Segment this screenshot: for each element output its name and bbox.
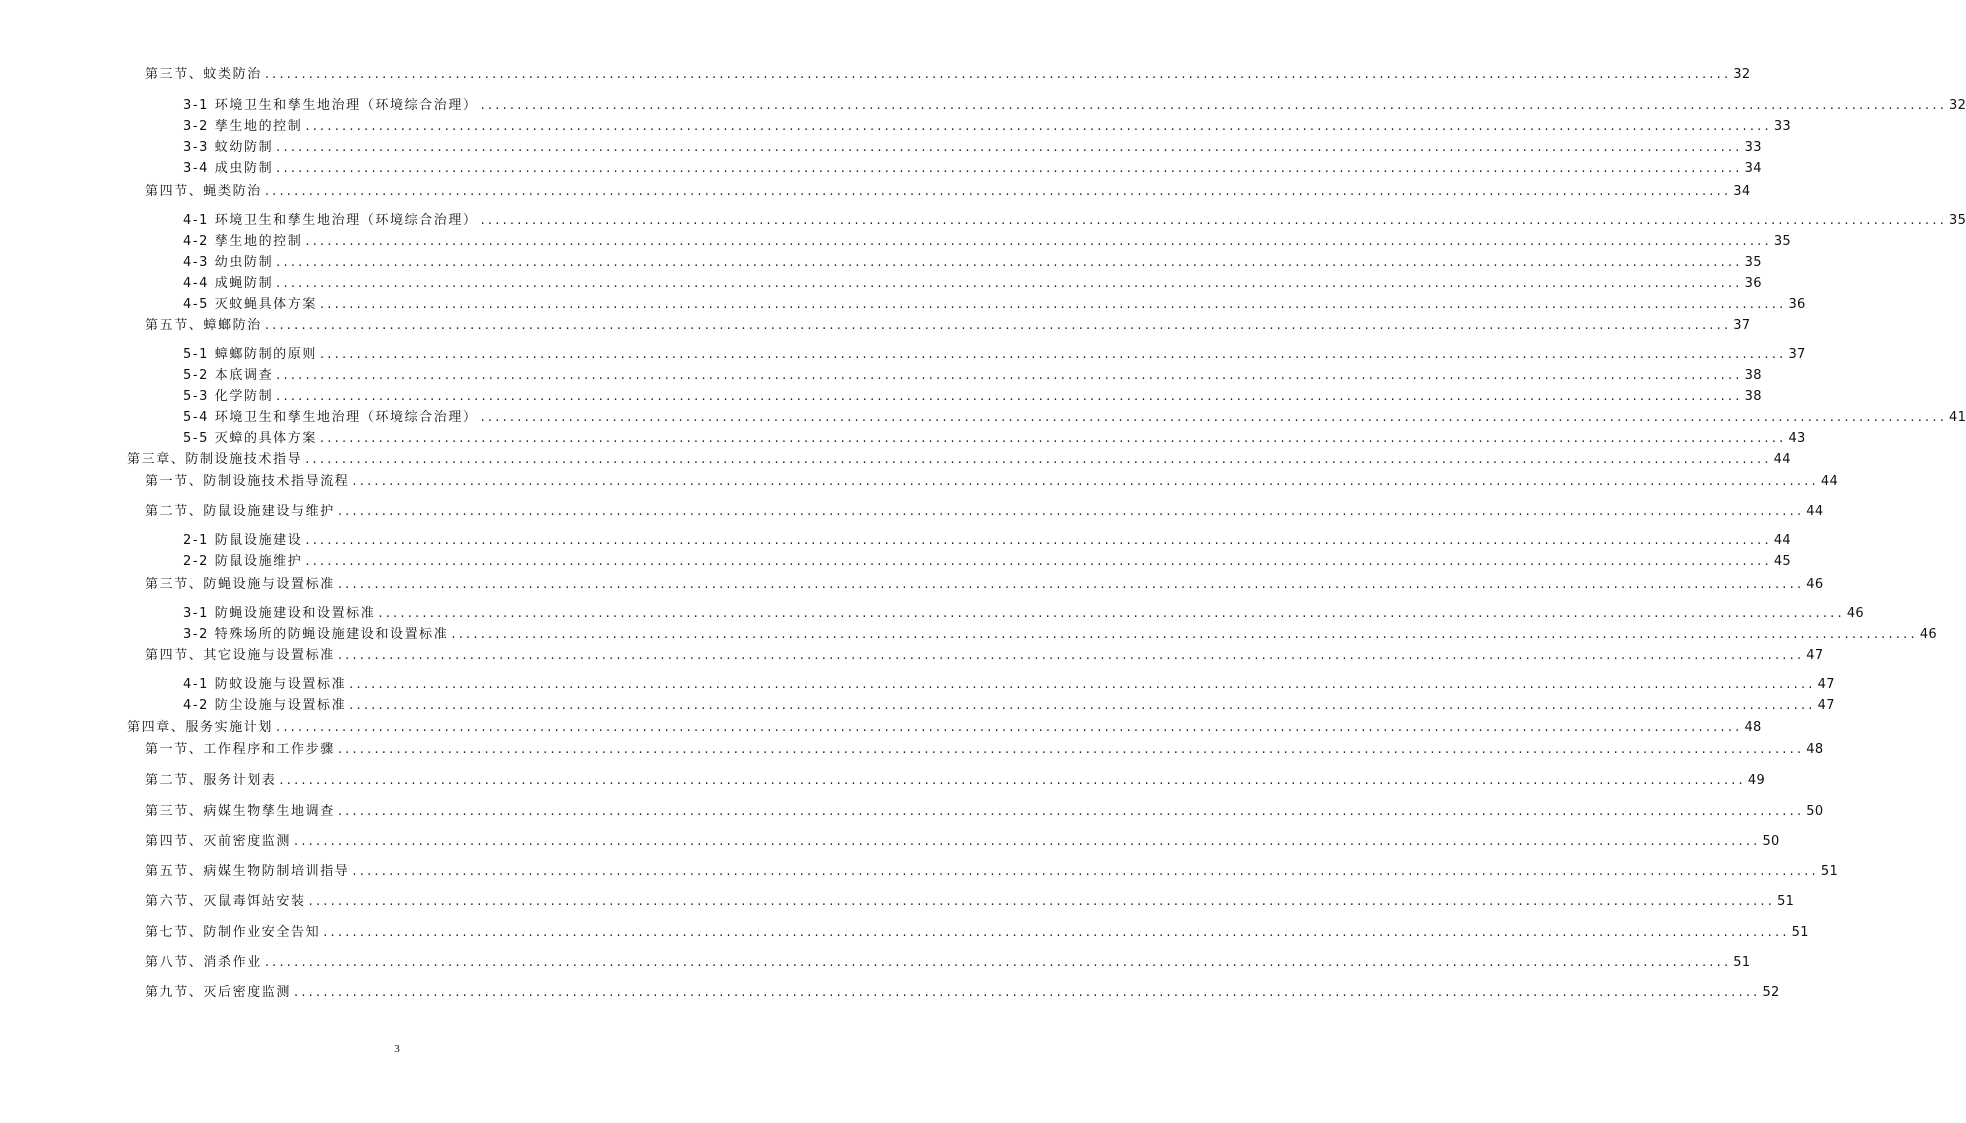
toc-leader-dots: ........................................................................................................................................................................................................: [308, 894, 1776, 909]
toc-entry-page-number: 37: [1733, 318, 1751, 333]
toc-entry[interactable]: [183, 161, 1762, 179]
toc-entry[interactable]: [183, 140, 1762, 158]
toc-entry-page-number: 51: [1777, 894, 1795, 909]
toc-entry[interactable]: [145, 894, 1795, 912]
toc-leader-dots: ........................................................................................................................................................................................................: [294, 834, 1761, 849]
toc-entry-title: 第四节、蝇类防治: [145, 184, 262, 199]
page-number: 3: [394, 1043, 400, 1055]
toc-entry[interactable]: [183, 347, 1806, 365]
toc-entry[interactable]: [183, 213, 1966, 231]
toc-leader-dots: ........................................................................................................................................................................................................: [305, 452, 1772, 467]
toc-entry[interactable]: [183, 389, 1762, 407]
toc-entry[interactable]: [145, 773, 1766, 791]
toc-entry[interactable]: [183, 554, 1791, 572]
toc-entry-title: 3-2 特殊场所的防蝇设施建设和设置标准: [183, 627, 449, 642]
toc-entry-title: 第五节、蟑螂防治: [145, 318, 262, 333]
toc-entry-title: 第二节、防鼠设施建设与维护: [145, 504, 335, 519]
toc-leader-dots: ........................................................................................................................................................................................................: [319, 297, 1787, 312]
toc-leader-dots: ........................................................................................................................................................................................................: [305, 234, 1772, 249]
toc-leader-dots: ........................................................................................................................................................................................................: [337, 577, 1805, 592]
toc-entry-title: 第七节、防制作业安全告知: [145, 925, 321, 940]
toc-leader-dots: ........................................................................................................................................................................................................: [264, 955, 1732, 970]
toc-entry-page-number: 49: [1747, 773, 1766, 788]
toc-entry-page-number: 48: [1744, 720, 1762, 735]
toc-entry-page-number: 45: [1773, 554, 1791, 569]
toc-entry[interactable]: [183, 255, 1762, 273]
toc-leader-dots: ........................................................................................................................................................................................................: [276, 140, 1743, 155]
toc-entry-page-number: 50: [1806, 804, 1824, 819]
toc-entry-page-number: 36: [1744, 276, 1762, 291]
toc-leader-dots: ........................................................................................................................................................................................................: [276, 368, 1743, 383]
toc-leader-dots: ........................................................................................................................................................................................................: [276, 720, 1743, 735]
toc-entry[interactable]: [183, 677, 1835, 695]
toc-entry[interactable]: [183, 627, 1937, 645]
toc-leader-dots: ........................................................................................................................................................................................................: [305, 554, 1772, 569]
toc-entry[interactable]: [183, 119, 1791, 137]
toc-entry-page-number: 36: [1788, 297, 1806, 312]
toc-entry-title: 4-4 成蝇防制: [183, 276, 274, 291]
toc-entry-page-number: 37: [1788, 347, 1806, 362]
toc-entry-page-number: 47: [1817, 698, 1835, 713]
toc-leader-dots: ........................................................................................................................................................................................................: [337, 742, 1805, 757]
toc-entry-title: 第九节、灭后密度监测: [145, 985, 292, 1000]
toc-entry-page-number: 44: [1773, 533, 1791, 548]
toc-entry-title: 3-1 环境卫生和孳生地治理（环境综合治理）: [183, 98, 478, 113]
toc-entry[interactable]: [183, 698, 1835, 716]
toc-entry-title: 3-1 防蝇设施建设和设置标准: [183, 606, 376, 621]
toc-leader-dots: ........................................................................................................................................................................................................: [264, 67, 1732, 82]
toc-entry-page-number: 33: [1744, 140, 1762, 155]
toc-entry-title: 3-2 孳生地的控制: [183, 119, 303, 134]
toc-entry-title: 第三节、防蝇设施与设置标准: [145, 577, 335, 592]
toc-entry-page-number: 50: [1762, 834, 1780, 849]
toc-leader-dots: ........................................................................................................................................................................................................: [323, 925, 1790, 940]
toc-leader-dots: ........................................................................................................................................................................................................: [276, 161, 1743, 176]
toc-entry-page-number: 52: [1762, 985, 1780, 1000]
toc-entry[interactable]: [145, 834, 1780, 852]
toc-entry[interactable]: [183, 234, 1791, 252]
toc-entry[interactable]: [145, 67, 1751, 85]
toc-entry-page-number: 35: [1744, 255, 1762, 270]
toc-leader-dots: ........................................................................................................................................................................................................: [349, 698, 1816, 713]
toc-entry[interactable]: [145, 864, 1839, 882]
toc-entry-title: 4-1 环境卫生和孳生地治理（环境综合治理）: [183, 213, 478, 228]
toc-entry-title: 第一节、防制设施技术指导流程: [145, 474, 350, 489]
toc-leader-dots: ........................................................................................................................................................................................................: [480, 98, 1948, 113]
toc-entry-title: 第六节、灭鼠毒饵站安装: [145, 894, 306, 909]
toc-leader-dots: ........................................................................................................................................................................................................: [305, 533, 1772, 548]
toc-entry-title: 5-3 化学防制: [183, 389, 274, 404]
toc-entry[interactable]: [183, 297, 1806, 315]
toc-entry-title: 第四章、服务实施计划: [127, 720, 274, 735]
toc-entry-page-number: 34: [1733, 184, 1751, 199]
toc-entry[interactable]: [145, 318, 1751, 336]
toc-entry[interactable]: [183, 533, 1791, 551]
toc-entry-title: 4-2 孳生地的控制: [183, 234, 303, 249]
toc-entry-page-number: 48: [1806, 742, 1824, 757]
toc-entry-title: 5-1 蟑螂防制的原则: [183, 347, 317, 362]
toc-entry-page-number: 46: [1806, 577, 1824, 592]
toc-entry-page-number: 47: [1806, 648, 1824, 663]
toc-entry[interactable]: [145, 742, 1824, 760]
toc-entry-page-number: 38: [1744, 389, 1762, 404]
toc-leader-dots: ........................................................................................................................................................................................................: [276, 276, 1743, 291]
toc-entry-page-number: 34: [1744, 161, 1762, 176]
toc-entry-title: 4-1 防蚊设施与设置标准: [183, 677, 347, 692]
toc-entry-title: 4-3 幼虫防制: [183, 255, 274, 270]
toc-leader-dots: ........................................................................................................................................................................................................: [319, 431, 1787, 446]
toc-entry[interactable]: [145, 804, 1824, 822]
toc-entry[interactable]: [183, 431, 1806, 449]
toc-leader-dots: ........................................................................................................................................................................................................: [279, 773, 1746, 788]
toc-leader-dots: ........................................................................................................................................................................................................: [352, 474, 1819, 489]
toc-leader-dots: ........................................................................................................................................................................................................: [337, 804, 1805, 819]
toc-entry-title: 2-1 防鼠设施建设: [183, 533, 303, 548]
toc-entry-page-number: 41: [1949, 410, 1966, 425]
toc-entry[interactable]: [145, 925, 1809, 943]
toc-leader-dots: ........................................................................................................................................................................................................: [349, 677, 1816, 692]
toc-entry[interactable]: [145, 955, 1751, 973]
toc-entry-page-number: 51: [1791, 925, 1809, 940]
toc-entry[interactable]: [145, 504, 1824, 522]
toc-entry[interactable]: [127, 720, 1762, 738]
toc-entry-title: 第三节、病媒生物孳生地调查: [145, 804, 335, 819]
toc-entry-page-number: 51: [1820, 864, 1839, 879]
toc-entry-page-number: 51: [1733, 955, 1751, 970]
toc-entry-title: 4-2 防尘设施与设置标准: [183, 698, 347, 713]
toc-entry-title: 第八节、消杀作业: [145, 955, 262, 970]
toc-entry-page-number: 43: [1788, 431, 1806, 446]
toc-entry-title: 第二节、服务计划表: [145, 773, 277, 788]
toc-entry-page-number: 38: [1744, 368, 1762, 383]
toc-entry-title: 4-5 灭蚊蝇具体方案: [183, 297, 317, 312]
toc-leader-dots: ........................................................................................................................................................................................................: [480, 213, 1948, 228]
toc-entry-page-number: 44: [1820, 474, 1839, 489]
toc-entry-title: 2-2 防鼠设施维护: [183, 554, 303, 569]
toc-entry[interactable]: [183, 368, 1762, 386]
toc-leader-dots: ........................................................................................................................................................................................................: [337, 648, 1805, 663]
toc-leader-dots: ........................................................................................................................................................................................................: [294, 985, 1761, 1000]
toc-leader-dots: ........................................................................................................................................................................................................: [264, 184, 1732, 199]
toc-entry[interactable]: [183, 606, 1864, 624]
toc-entry-title: 3-4 成虫防制: [183, 161, 274, 176]
toc-leader-dots: ........................................................................................................................................................................................................: [352, 864, 1819, 879]
toc-entry-page-number: 32: [1949, 98, 1966, 113]
toc-leader-dots: ........................................................................................................................................................................................................: [276, 255, 1743, 270]
toc-entry-title: 第四节、其它设施与设置标准: [145, 648, 335, 663]
toc-entry-page-number: 35: [1773, 234, 1791, 249]
toc-entry-title: 第五节、病媒生物防制培训指导: [145, 864, 350, 879]
toc-leader-dots: ........................................................................................................................................................................................................: [305, 119, 1772, 134]
toc-entry-title: 第三节、蚊类防治: [145, 67, 262, 82]
toc-entry-page-number: 47: [1817, 677, 1835, 692]
toc-leader-dots: ........................................................................................................................................................................................................: [480, 410, 1948, 425]
toc-entry-page-number: 35: [1949, 213, 1966, 228]
toc-entry-title: 第四节、灭前密度监测: [145, 834, 292, 849]
toc-leader-dots: ........................................................................................................................................................................................................: [378, 606, 1845, 621]
toc-leader-dots: ........................................................................................................................................................................................................: [451, 627, 1918, 642]
toc-entry-page-number: 44: [1806, 504, 1824, 519]
toc-entry-title: 5-4 环境卫生和孳生地治理（环境综合治理）: [183, 410, 478, 425]
toc-entry[interactable]: [145, 985, 1780, 1003]
toc-entry-page-number: 46: [1846, 606, 1864, 621]
toc-entry[interactable]: [183, 98, 1966, 116]
toc-entry-title: 5-2 本底调查: [183, 368, 274, 383]
toc-leader-dots: ........................................................................................................................................................................................................: [319, 347, 1787, 362]
toc-entry-page-number: 33: [1773, 119, 1791, 134]
toc-entry-title: 第一节、工作程序和工作步骤: [145, 742, 335, 757]
toc-entry[interactable]: [145, 577, 1824, 595]
toc-entry-page-number: 44: [1773, 452, 1791, 467]
toc-entry-title: 第三章、防制设施技术指导: [127, 452, 303, 467]
toc-entry-page-number: 32: [1733, 67, 1751, 82]
toc-entry-page-number: 46: [1919, 627, 1937, 642]
toc-leader-dots: ........................................................................................................................................................................................................: [276, 389, 1743, 404]
toc-entry[interactable]: [145, 648, 1824, 666]
toc-entry[interactable]: [183, 276, 1762, 294]
toc-entry-title: 3-3 蚊幼防制: [183, 140, 274, 155]
toc-entry[interactable]: [127, 452, 1791, 470]
toc-leader-dots: ........................................................................................................................................................................................................: [264, 318, 1732, 333]
toc-entry[interactable]: [145, 474, 1839, 492]
toc-entry[interactable]: [183, 410, 1966, 428]
toc-entry[interactable]: [145, 184, 1751, 202]
toc-entry-title: 5-5 灭蟑的具体方案: [183, 431, 317, 446]
toc-leader-dots: ........................................................................................................................................................................................................: [337, 504, 1805, 519]
